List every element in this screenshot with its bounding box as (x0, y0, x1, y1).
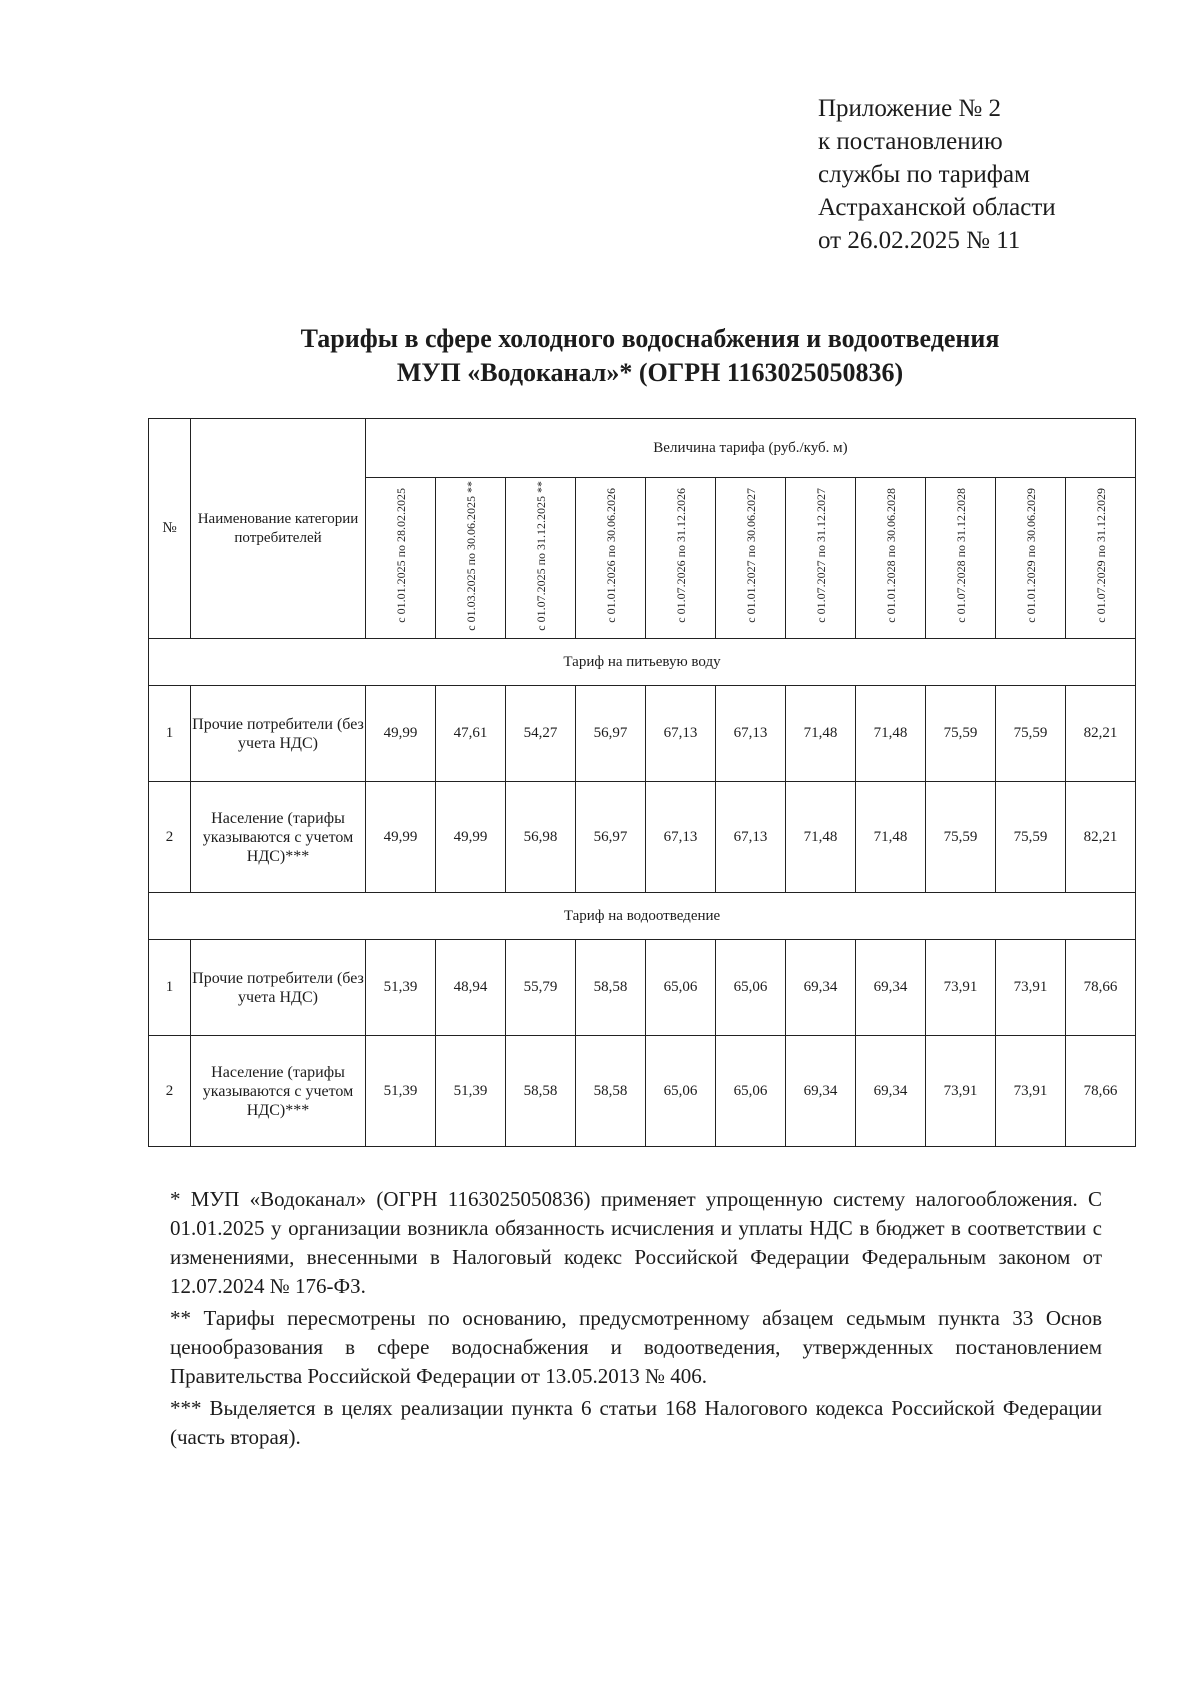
tariff-value: 58,58 (506, 1036, 576, 1147)
document-title (140, 322, 1160, 390)
header-period (1066, 478, 1136, 639)
header-period (366, 478, 436, 639)
tariff-value: 71,48 (856, 686, 926, 782)
tariff-value: 48,94 (436, 940, 506, 1036)
tariff-value: 71,48 (786, 782, 856, 893)
table-row (149, 782, 1136, 893)
tariff-value: 54,27 (506, 686, 576, 782)
period-label: с 01.07.2025 по 31.12.2025 ** (533, 480, 548, 631)
period-label: с 01.01.2029 по 30.06.2029 (1023, 488, 1038, 623)
tariff-table-wrapper (148, 418, 1136, 1147)
section-title-drinking-water: Тариф на питьевую воду (149, 639, 1136, 686)
header-period (436, 478, 506, 639)
tariff-value: 67,13 (646, 782, 716, 893)
header-number: № (149, 419, 191, 639)
tariff-value: 51,39 (366, 1036, 436, 1147)
footnotes (170, 1185, 1102, 1455)
tariff-value: 73,91 (926, 940, 996, 1036)
appendix-line: Астраханской области (818, 194, 1056, 221)
tariff-value: 58,58 (576, 1036, 646, 1147)
period-label: с 01.07.2026 по 31.12.2026 (673, 488, 688, 623)
row-number: 1 (149, 940, 191, 1036)
appendix-line: к постановлению (818, 128, 1003, 155)
period-label: с 01.03.2025 по 30.06.2025 ** (463, 480, 478, 631)
title-line: МУП «Водоканал»* (ОГРН 1163025050836) (396, 358, 904, 387)
footnote: *** Выделяется в целях реализации пункта 6 статьи 168 Налогового кодекса Российской Федерации (часть вторая). (170, 1396, 1102, 1449)
tariff-value: 51,39 (366, 940, 436, 1036)
header-tariff-value: Величина тарифа (руб./куб. м) (366, 419, 1136, 478)
tariff-value: 49,99 (366, 686, 436, 782)
tariff-value: 78,66 (1066, 940, 1136, 1036)
period-label: с 01.07.2027 по 31.12.2027 (813, 488, 828, 623)
tariff-value: 65,06 (646, 940, 716, 1036)
header-period (786, 478, 856, 639)
row-number: 2 (149, 1036, 191, 1147)
tariff-value: 78,66 (1066, 1036, 1136, 1147)
tariff-value: 73,91 (926, 1036, 996, 1147)
period-label: с 01.01.2026 по 30.06.2026 (603, 488, 618, 623)
header-period (506, 478, 576, 639)
tariff-value: 75,59 (996, 686, 1066, 782)
tariff-value: 69,34 (786, 1036, 856, 1147)
table-row (149, 686, 1136, 782)
row-number: 2 (149, 782, 191, 893)
header-period (576, 478, 646, 639)
footnote: * МУП «Водоканал» (ОГРН 1163025050836) применяет упрощенную систему налогообложения. С 01.01.2025 у организации возникла обязанность исчисления и уплаты НДС в бюджет в соответствии с изменениями, внесенными в Налоговый кодекс Российской Федерации Федеральным законом от 12.07.2024 № 176-ФЗ. (170, 1187, 1102, 1298)
table-row (149, 1036, 1136, 1147)
tariff-value: 65,06 (716, 940, 786, 1036)
tariff-value: 73,91 (996, 1036, 1066, 1147)
tariff-value: 67,13 (716, 686, 786, 782)
period-label: с 01.01.2025 по 28.02.2025 (393, 488, 408, 623)
header-period (926, 478, 996, 639)
tariff-value: 65,06 (646, 1036, 716, 1147)
appendix-line: от 26.02.2025 № 11 (818, 227, 1021, 254)
header-period (996, 478, 1066, 639)
header-period (716, 478, 786, 639)
section-title-wastewater: Тариф на водоотведение (149, 893, 1136, 940)
tariff-value: 82,21 (1066, 686, 1136, 782)
appendix-block (818, 92, 1056, 257)
tariff-value: 58,58 (576, 940, 646, 1036)
row-category-name: Население (тарифы указываются с учетом НДС)*** (191, 782, 366, 893)
header-period (856, 478, 926, 639)
period-label: с 01.01.2027 по 30.06.2027 (743, 488, 758, 623)
tariff-value: 67,13 (716, 782, 786, 893)
period-label: с 01.01.2028 по 30.06.2028 (883, 488, 898, 623)
footnote: ** Тарифы пересмотрены по основанию, предусмотренному абзацем седьмым пункта 33 Основ ценообразования в сфере водоснабжения и водоотведения, утвержденных постановлением Правительства Российской Федерации от 13.05.2013 № 406. (170, 1306, 1102, 1388)
tariff-value: 75,59 (996, 782, 1066, 893)
appendix-line: Приложение № 2 (818, 95, 1002, 122)
title-line: Тарифы в сфере холодного водоснабжения и водоотведения (300, 324, 1000, 353)
tariff-value: 73,91 (996, 940, 1066, 1036)
tariff-value: 49,99 (366, 782, 436, 893)
tariff-value: 65,06 (716, 1036, 786, 1147)
header-period (646, 478, 716, 639)
tariff-value: 49,99 (436, 782, 506, 893)
row-number: 1 (149, 686, 191, 782)
period-label: с 01.07.2029 по 31.12.2029 (1093, 488, 1108, 623)
tariff-value: 56,97 (576, 686, 646, 782)
tariff-value: 47,61 (436, 686, 506, 782)
tariff-value: 69,34 (856, 1036, 926, 1147)
row-category-name: Прочие потребители (без учета НДС) (191, 940, 366, 1036)
tariff-value: 71,48 (856, 782, 926, 893)
table-row (149, 940, 1136, 1036)
tariff-value: 75,59 (926, 782, 996, 893)
tariff-value: 82,21 (1066, 782, 1136, 893)
tariff-value: 56,98 (506, 782, 576, 893)
tariff-value: 69,34 (786, 940, 856, 1036)
tariff-value: 69,34 (856, 940, 926, 1036)
tariff-value: 71,48 (786, 686, 856, 782)
row-category-name: Прочие потребители (без учета НДС) (191, 686, 366, 782)
tariff-table (148, 418, 1136, 1147)
tariff-value: 55,79 (506, 940, 576, 1036)
tariff-value: 75,59 (926, 686, 996, 782)
appendix-line: службы по тарифам (818, 161, 1030, 188)
header-category-name: Наименование категории потребителей (191, 419, 366, 639)
tariff-value: 67,13 (646, 686, 716, 782)
row-category-name: Население (тарифы указываются с учетом НДС)*** (191, 1036, 366, 1147)
period-label: с 01.07.2028 по 31.12.2028 (953, 488, 968, 623)
tariff-value: 56,97 (576, 782, 646, 893)
tariff-value: 51,39 (436, 1036, 506, 1147)
